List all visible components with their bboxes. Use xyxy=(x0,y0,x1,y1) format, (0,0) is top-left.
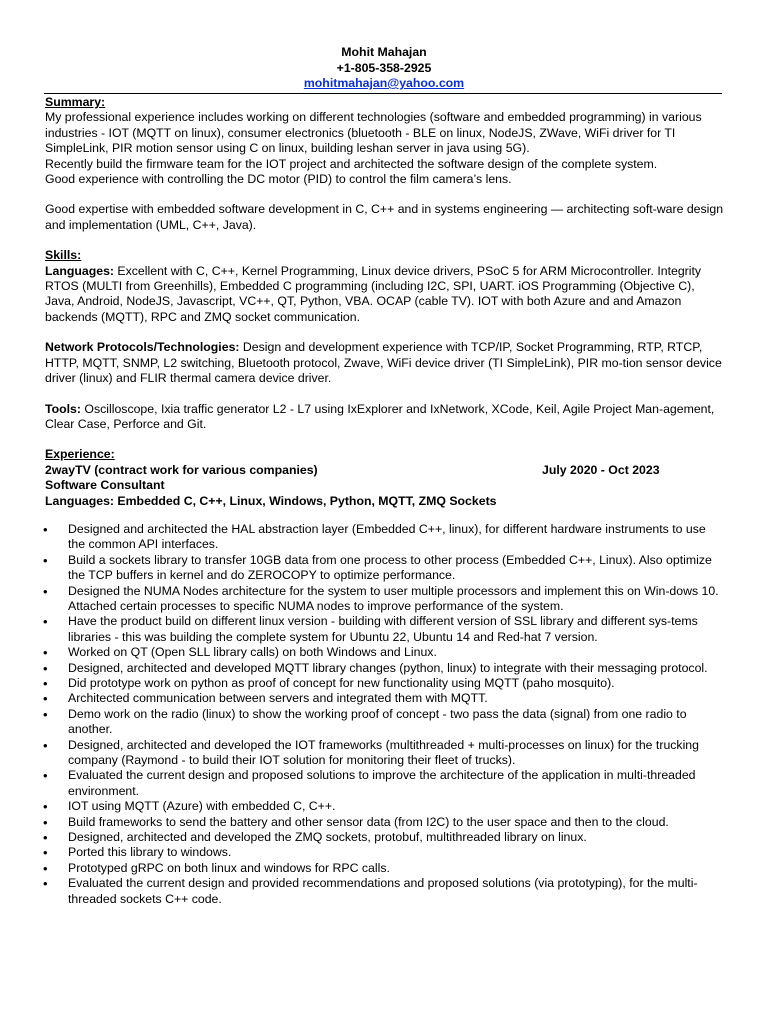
candidate-name: Mohit Mahajan xyxy=(341,45,427,59)
experience-dates: July 2020 - Oct 2023 xyxy=(542,462,660,477)
list-item: • Have the product build on different linux version - building with different version of SSL library and different sys-tems libraries - this was building the complete system for Ubuntu 22, Ubuntu 14 and Red-hat 7 version. xyxy=(45,614,723,645)
skills-network xyxy=(45,340,725,386)
resume-body xyxy=(45,95,725,907)
resume-header xyxy=(0,45,768,92)
skills-network-text: Design and development experience with TCP/IP, Socket Programming, RTP, RTCP, HTTP, MQTT, SNMP, L2 switching, Bluetooth protocol, Zwave, WiFi device driver (TI SimpleLink), PIR mo-tion sensor device driver (linux) and FLIR thermal camera device driver. xyxy=(45,340,722,386)
skills-network-label: Network Protocols/Technologies: xyxy=(45,340,240,355)
skills-languages-label: Languages: xyxy=(45,263,115,278)
list-item: • Build a sockets library to transfer 10GB data from one process to other process (Embedded C++, Linux). Also optimize the TCP buffers in kernel and do ZEROCOPY to optimize performance. xyxy=(45,553,723,584)
list-item: • Designed, architected and developed the ZMQ sockets, protobuf, multithreaded library on linux. xyxy=(45,830,723,845)
list-item: • Did prototype work on python as proof of concept for new functionality using MQTT (paho mosquito). xyxy=(45,676,723,691)
experience-heading: Experience: xyxy=(45,447,115,462)
experience-languages: Languages: Embedded C, C++, Linux, Windows, Python, MQTT, ZMQ Sockets xyxy=(45,493,497,508)
candidate-email-link[interactable]: mohitmahajan@yahoo.com xyxy=(303,76,465,90)
summary-line: My professional experience includes working on different technologies (software and embedded programming) in various industries - IOT (MQTT on linux), consumer electronics (bluetooth - BLE on linux, NodeJS, ZWave, WiFi driver for TI SimpleLink, PIR motion sensor using C on linux, building leshan server in java using 5G). xyxy=(45,110,702,156)
list-item: • Designed the NUMA Nodes architecture for the system to user multiple processors and implement this on Win-dows 10. Attached certain processes to specific NUMA nodes to improve performance of the system. xyxy=(45,584,723,615)
list-item: • Evaluated the current design and provided recommendations and proposed solutions (via prototyping), for the multi-threaded sockets C++ code. xyxy=(45,876,723,907)
skills-tools-text: Oscilloscope, Ixia traffic generator L2 - L7 using IxExplorer and IxNetwork, XCode, Keil, Agile Project Man-agement, Clear Case, Perforce and Git. xyxy=(45,401,715,431)
summary-line: Recently build the firmware team for the IOT project and architected the software design of the complete system. xyxy=(45,156,658,171)
list-item: • Worked on QT (Open SLL library calls) on both Windows and Linux. xyxy=(45,645,723,660)
list-item: • Demo work on the radio (linux) to show the working proof of concept - two pass the data (signal) from one radio to another. xyxy=(45,707,723,738)
skills-languages-text: Excellent with C, C++, Kernel Programming, Linux device drivers, PSoC 5 for ARM Microcontroller. Integrity RTOS (MULTI from Greenhills), Embedded C programming (including I2C, SPI, UART. iOS Programming (Objective C), Java, Android, NodeJS, Javascript, VC++, QT, Python, VBA. OCAP (cable TV). IOT with both Azure and and Amazon backends (MQTT), RPC and ZMQ socket communication. xyxy=(45,263,702,324)
list-item: • Prototyped gRPC on both linux and windows for RPC calls. xyxy=(45,861,723,876)
list-item: • Designed, architected and developed the IOT frameworks (multithreaded + multi-processes on linux) for the trucking company (Raymond - to build their IOT solution for monitoring their fleet of trucks). xyxy=(45,738,723,769)
summary-heading: Summary: xyxy=(45,95,106,109)
list-item: • Evaluated the current design and proposed solutions to improve the architecture of the application in multi-threaded environment. xyxy=(45,768,723,799)
experience-company-row xyxy=(45,463,725,478)
experience-role: Software Consultant xyxy=(45,478,165,493)
header-divider xyxy=(44,93,722,94)
skills-heading: Skills: xyxy=(45,248,82,263)
list-item: • IOT using MQTT (Azure) with embedded C, C++. xyxy=(45,799,723,814)
list-item: • Designed and architected the HAL abstraction layer (Embedded C++, linux), for different hardware instruments to use the common API interfaces. xyxy=(45,522,723,553)
list-item: • Build frameworks to send the battery and other sensor data (from I2C) to the user space and then to the cloud. xyxy=(45,815,723,830)
skills-languages xyxy=(45,264,725,326)
summary-line: Good experience with controlling the DC motor (PID) to control the film camera’s lens. xyxy=(45,172,512,187)
list-item: • Designed, architected and developed MQTT library changes (python, linux) to integrate with their messaging protocol. xyxy=(45,661,723,676)
list-item: • Architected communication between servers and integrated them with MQTT. xyxy=(45,691,723,706)
candidate-phone: +1-805-358-2925 xyxy=(336,60,432,75)
experience-company: 2wayTV (contract work for various companies) xyxy=(45,462,318,477)
skills-tools xyxy=(45,402,725,433)
skills-tools-label: Tools: xyxy=(45,401,81,416)
list-item: • Ported this library to windows. xyxy=(45,845,723,860)
experience-bullet-list xyxy=(45,522,725,907)
summary-expertise: Good expertise with embedded software development in C, C++ and in systems engineering — architecting soft-ware design and implementation (UML, C++, Java). xyxy=(45,202,724,232)
